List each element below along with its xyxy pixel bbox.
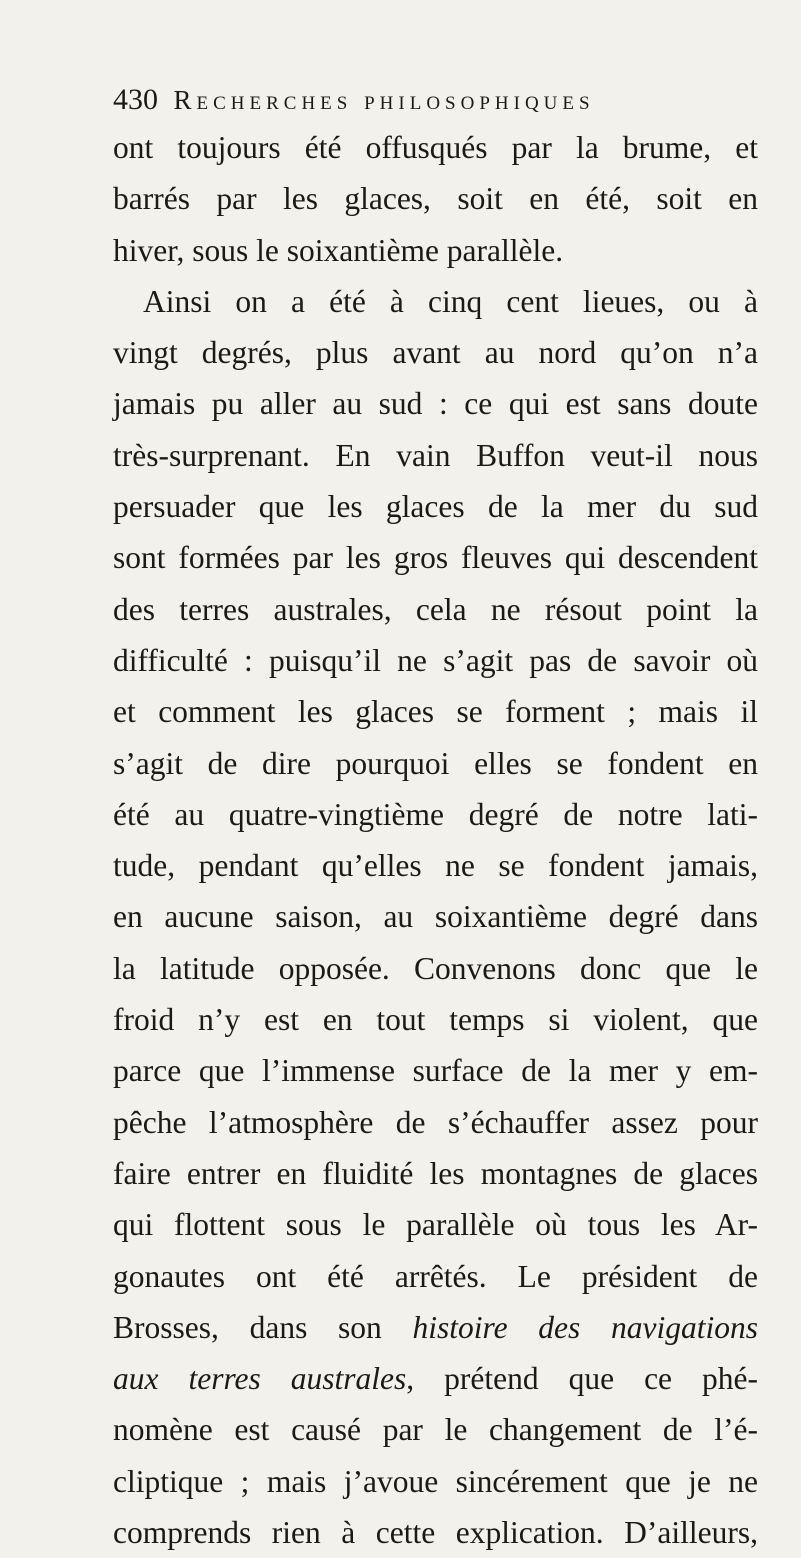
text-line: jamais pu aller au sud : ce qui est sans doute	[113, 386, 758, 422]
book-title-italic: histoire des navigations	[412, 1309, 758, 1345]
body-text	[113, 122, 758, 1558]
text-line: hiver, sous le soixantième parallèle.	[113, 232, 564, 268]
text-line: ont toujours été offusqués par la brume, et	[113, 130, 758, 165]
text-line: difficulté : puisqu’il ne s’agit pas de savoir où	[113, 642, 758, 678]
text-line: froid n’y est en tout temps si violent, que	[113, 1002, 758, 1038]
page-header	[113, 80, 753, 120]
text-line-with-title	[113, 1302, 758, 1353]
text-line: Ainsi on a été à cinq cent lieues, ou à	[143, 283, 758, 319]
text-line: des terres australes, cela ne résout point la	[113, 591, 758, 627]
running-title: Recherches philosophiques	[173, 85, 595, 115]
text-line: qui flottent sous le parallèle où tous les Ar-	[113, 1207, 758, 1243]
text-line: tude, pendant qu’elles ne se fondent jamais,	[113, 848, 758, 884]
text-line-with-title	[113, 1353, 758, 1404]
page-number: 430	[113, 83, 158, 116]
text-line: s’agit de dire pourquoi elles se fondent en	[113, 745, 758, 781]
text-line: la latitude opposée. Convenons donc que le	[113, 950, 758, 986]
text-line: gonautes ont été arrêtés. Le président de	[113, 1258, 758, 1294]
text-line: cliptique ; mais j’avoue sincérement que je ne	[113, 1463, 758, 1499]
text-line: sont formées par les gros fleuves qui descendent	[113, 540, 758, 576]
text-line: parce que l’immense surface de la mer y em-	[113, 1053, 758, 1089]
text-line: nomène est causé par le changement de l’é-	[113, 1412, 758, 1448]
text-line: comprends rien à cette explication. D’ailleurs,	[113, 1515, 758, 1551]
text-line: vingt degrés, plus avant au nord qu’on n’a	[113, 335, 758, 371]
text-line: barrés par les glaces, soit en été, soit en	[113, 181, 758, 217]
book-title-italic: aux terres australes	[113, 1361, 407, 1397]
line-text: Brosses, dans son	[113, 1309, 413, 1345]
text-line: persuader que les glaces de la mer du sud	[113, 489, 758, 525]
text-line: très-surprenant. En vain Buffon veut-il nous	[113, 437, 758, 473]
text-line: en aucune saison, au soixantième degré dans	[113, 899, 758, 935]
line-text: , prétend que ce phé-	[406, 1361, 758, 1397]
text-line: et comment les glaces se forment ; mais il	[113, 694, 758, 730]
text-line: faire entrer en fluidité les montagnes de glaces	[113, 1155, 758, 1191]
text-line: pêche l’atmosphère de s’échauffer assez pour	[113, 1104, 758, 1140]
text-line: été au quatre-vingtième degré de notre lati-	[113, 796, 758, 832]
